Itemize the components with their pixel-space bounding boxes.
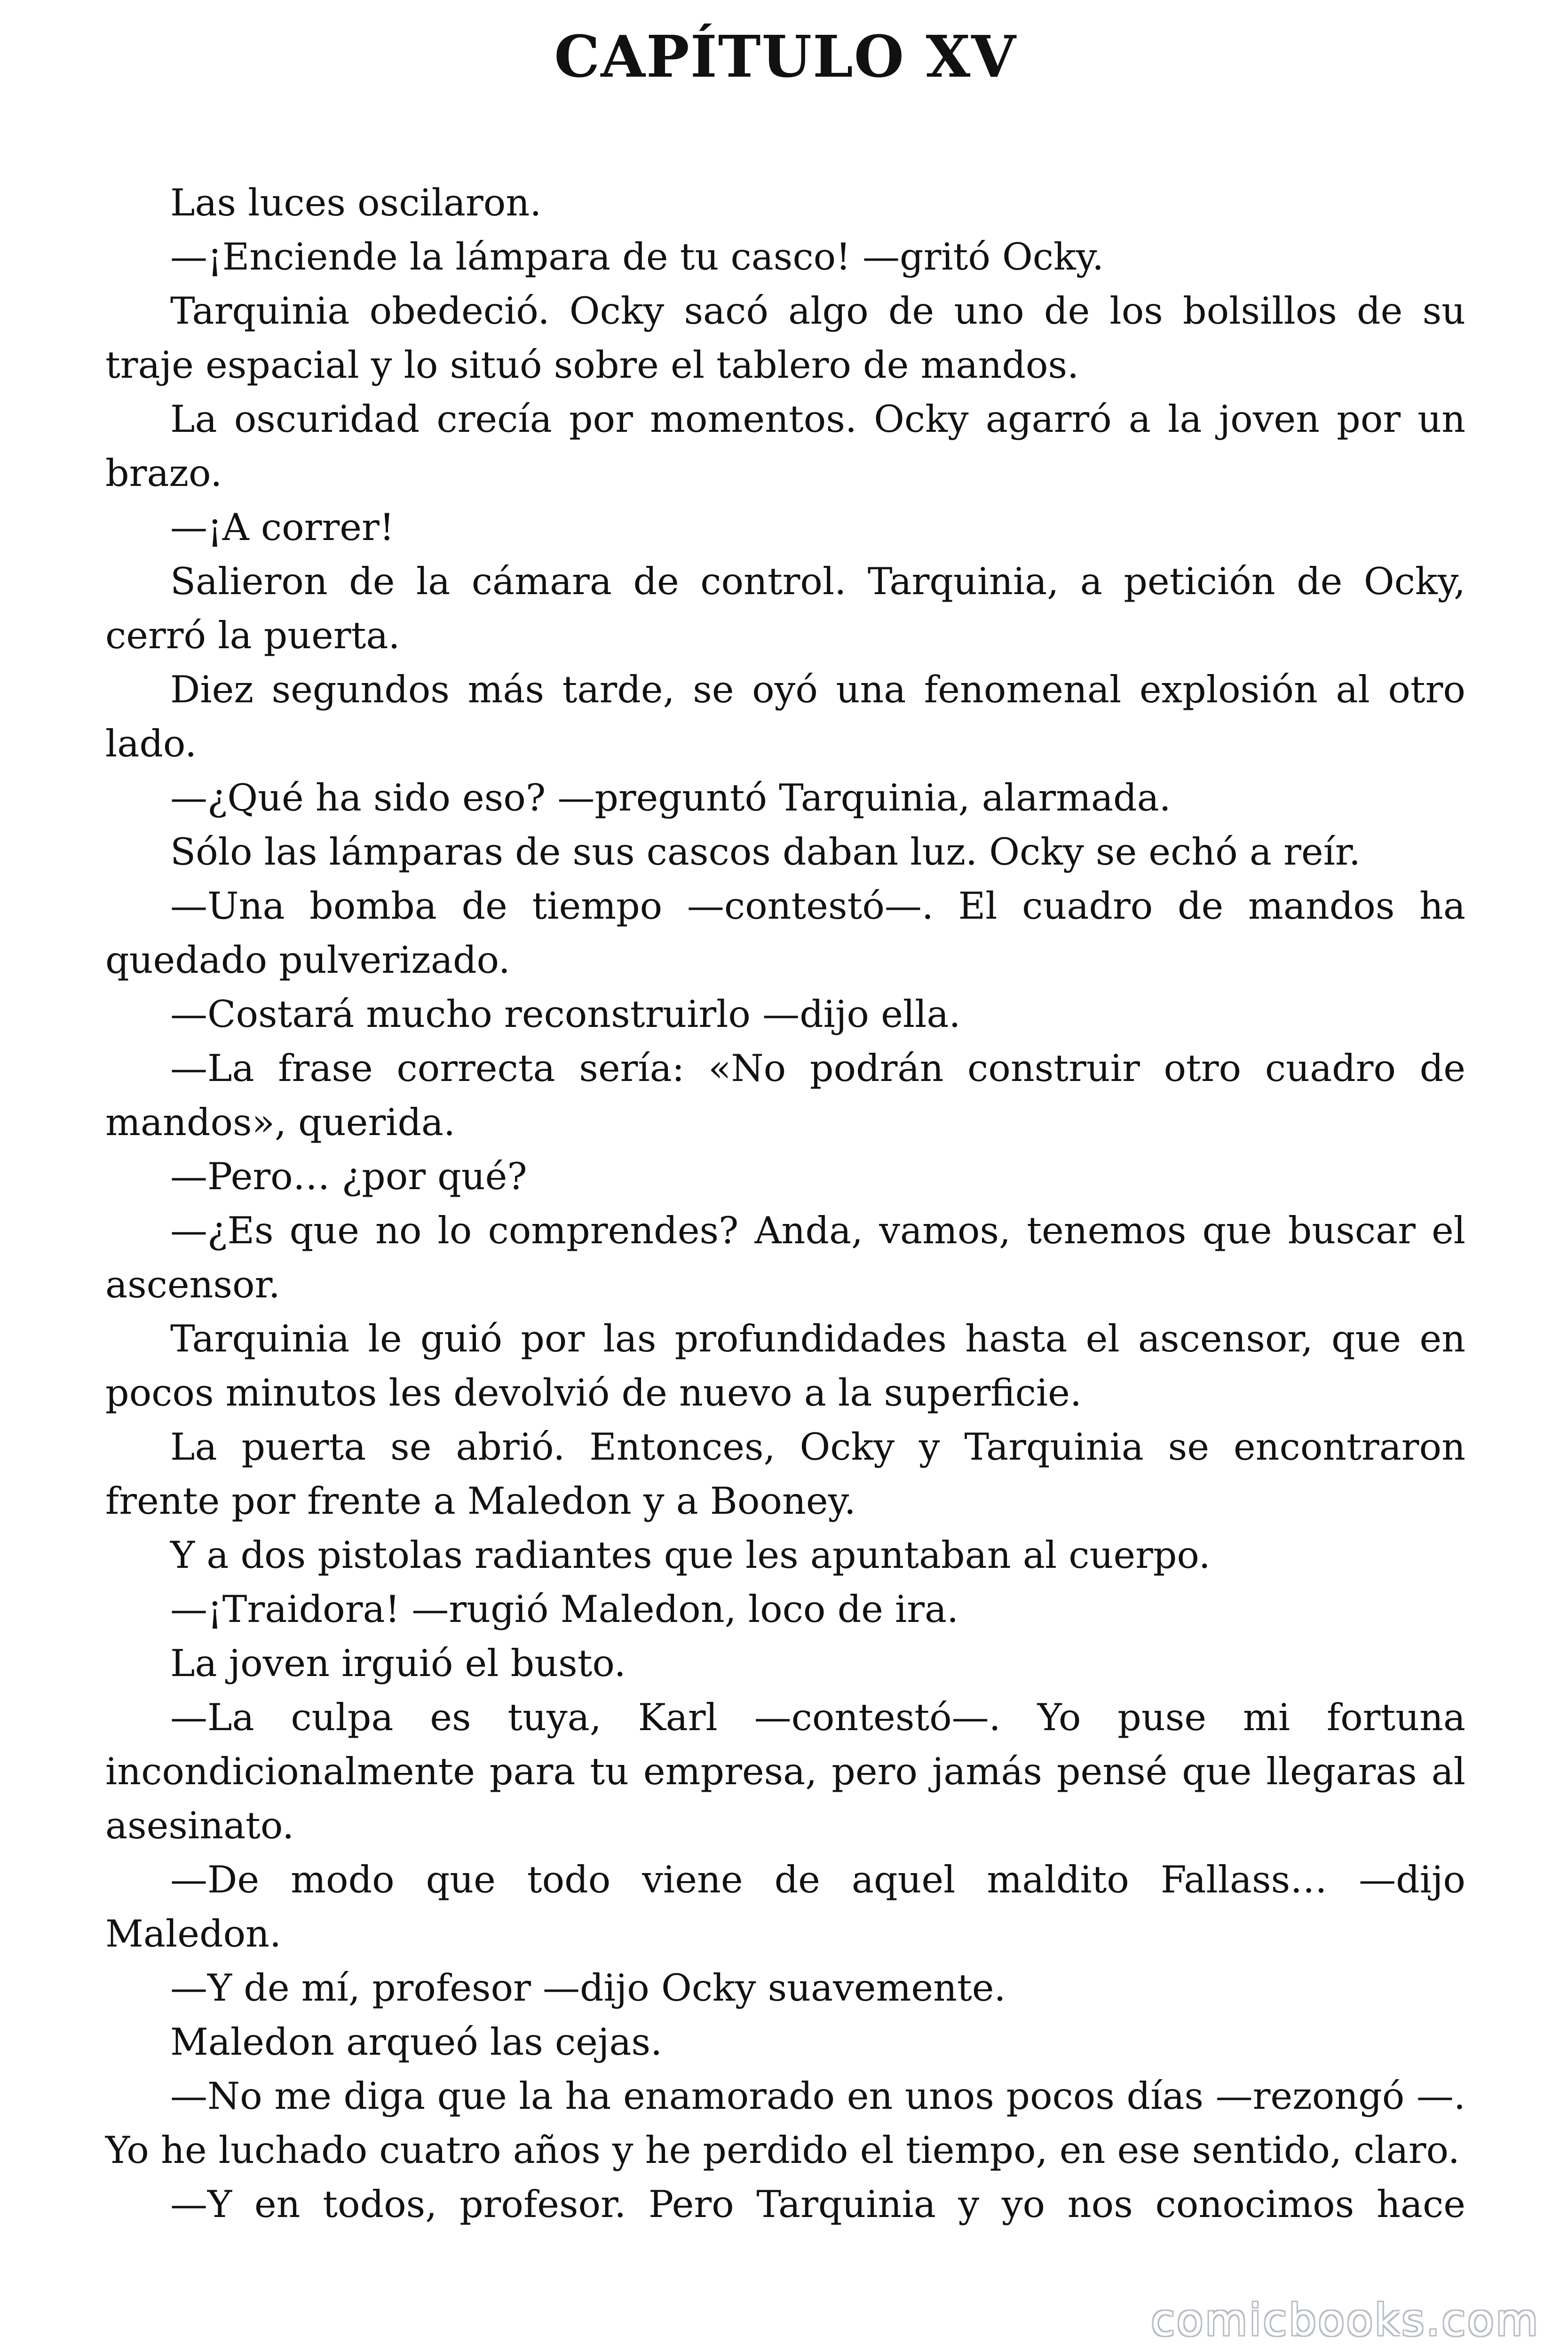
paragraph: Salieron de la cámara de control. Tarquinia, a petición de Ocky, cerró la puerta. bbox=[105, 560, 1465, 657]
paragraph: Diez segundos más tarde, se oyó una fenomenal explosión al otro lado. bbox=[105, 668, 1465, 765]
paragraph: —Costará mucho reconstruirlo —dijo ella. bbox=[170, 993, 961, 1036]
paragraph: —La frase correcta sería: «No podrán construir otro cuadro de mandos», querida. bbox=[105, 1047, 1465, 1144]
paragraph: —Y en todos, profesor. Pero Tarquinia y yo nos conocimos hace bbox=[170, 2183, 1465, 2226]
paragraph: —La culpa es tuya, Karl —contestó—. Yo puse mi fortuna incondicionalmente para tu empresa, pero jamás pensé que llegaras al asesinato. bbox=[105, 1696, 1465, 1847]
paragraph: Tarquinia le guió por las profundidades hasta el ascensor, que en pocos minutos les devolvió de nuevo a la superficie. bbox=[105, 1317, 1465, 1414]
paragraph: —¿Es que no lo comprendes? Anda, vamos, tenemos que buscar el ascensor. bbox=[105, 1209, 1465, 1306]
paragraph: —Pero… ¿por qué? bbox=[170, 1155, 527, 1198]
paragraph: La oscuridad crecía por momentos. Ocky agarró a la joven por un brazo. bbox=[105, 397, 1465, 495]
chapter-body bbox=[105, 176, 1465, 2232]
paragraph: La joven irguió el busto. bbox=[170, 1642, 626, 1685]
book-page bbox=[105, 0, 1465, 2352]
paragraph: Maledon arqueó las cejas. bbox=[170, 2020, 663, 2064]
paragraph: —Y de mí, profesor —dijo Ocky suavemente. bbox=[170, 1966, 1006, 2010]
paragraph: —¡A correr! bbox=[170, 506, 395, 549]
paragraph: Las luces oscilaron. bbox=[170, 181, 542, 224]
paragraph: —¡Traidora! —rugió Maledon, loco de ira. bbox=[170, 1588, 959, 1631]
paragraph: —De modo que todo viene de aquel maldito Fallass… —dijo Maledon. bbox=[105, 1858, 1465, 1955]
paragraph: —¡Enciende la lámpara de tu casco! —gritó Ocky. bbox=[170, 235, 1104, 278]
paragraph: —Una bomba de tiempo —contestó—. El cuadro de mandos ha quedado pulverizado. bbox=[105, 884, 1465, 982]
paragraph: La puerta se abrió. Entonces, Ocky y Tarquinia se encontraron frente por frente a Maledon y a Booney. bbox=[105, 1425, 1465, 1523]
paragraph: —No me diga que la ha enamorado en unos pocos días —rezongó —. Yo he luchado cuatro años y he perdido el tiempo, en ese sentido, claro. bbox=[105, 2074, 1465, 2172]
paragraph: Sólo las lámparas de sus cascos daban luz. Ocky se echó a reír. bbox=[170, 830, 1361, 874]
paragraph: Y a dos pistolas radiantes que les apuntaban al cuerpo. bbox=[170, 1534, 1211, 1577]
paragraph: —¿Qué ha sido eso? —preguntó Tarquinia, alarmada. bbox=[170, 776, 1171, 819]
paragraph: Tarquinia obedeció. Ocky sacó algo de uno de los bolsillos de su traje espacial y lo situó sobre el tablero de mandos. bbox=[105, 289, 1465, 387]
watermark-logo: comicbooks.com bbox=[1151, 2295, 1540, 2345]
chapter-title: CAPÍTULO XV bbox=[554, 23, 1017, 90]
